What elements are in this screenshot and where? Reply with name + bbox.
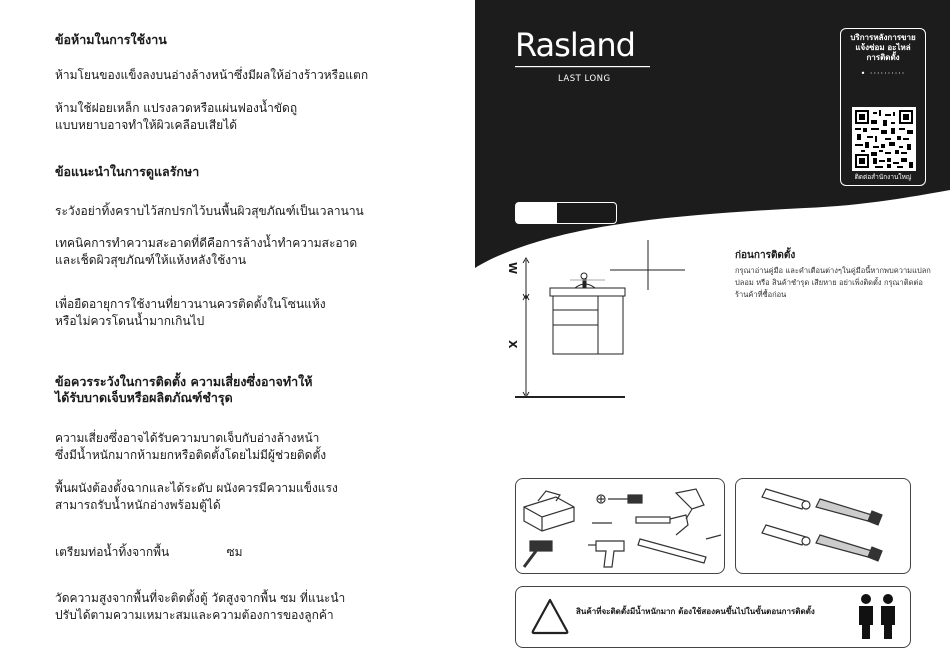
model-label-box: [515, 202, 617, 224]
model-label-dark: [557, 203, 617, 224]
dim-w-label: W: [506, 262, 519, 275]
brand-tagline: LAST LONG: [558, 74, 611, 84]
service-card: [840, 28, 926, 186]
install-text: กรุณาอ่านคู่มือ และคำเตือนต่างๆในคู่มือนี้หากพบความแปลกปลอม หรือ สินค้าชำรุด เสียหาย อย่าเพิ่งติดตั้ง กรุณาติดต่อร้านค้าที่ซื้อก่อน: [735, 266, 931, 299]
warning-text: สินค้าที่จะติดตั้งมีน้ำหนักมาก ต้องใช้สองคนขึ้นไปในขั้นตอนการติดตั้ง: [576, 607, 815, 616]
para: เทคนิคการทำความสะอาดที่ดีคือการล้างน้ำทำความสะอาด และเช็ดผิวสุขภัณฑ์ให้แห้งหลังใช้งาน: [55, 236, 358, 267]
brand-logo: Rasland: [515, 26, 635, 64]
dotted-divider: • ··········: [860, 69, 906, 78]
para: พื้นผนังต้องตั้งฉากและได้ระดับ ผนังควรมีความแข็งแรง สามารถรับน้ำหนักอ่างพร้อมตู้ได้: [55, 481, 338, 512]
logo-underline: [515, 66, 650, 69]
service-footer: ติดต่อสำนักงานใหญ่: [854, 173, 912, 181]
service-title: บริการหลังการขาย แจ้งซ่อม อะไหล่ การติดตั้ง: [850, 33, 916, 62]
para: เพื่อยืดอายุการใช้งานที่ยาวนานควรติดตั้งในโซนแห้ง หรือไม่ควรโดนน้ำมากเกินไป: [55, 297, 326, 328]
wall-anchor-illustration: [736, 479, 912, 575]
para: ระวังอย่าทิ้งคราบไว้สกปรกไว้บนพื้นผิวสุขภัณฑ์เป็นเวลานาน: [55, 204, 364, 218]
para: ความเสี่ยงซึ่งอาจได้รับความบาดเจ็บกับอ่างล้างหน้า ซึ่งมีน้ำหนักมากห้ามยกหรือติดตั้งโดยไม่มีผู้ช่วยติดตั้ง: [55, 431, 327, 462]
para: เตรียมท่อน้ำทิ้งจากพื้น ซม: [55, 545, 243, 559]
para: วัดความสูงจากพื้นที่จะติดตั้งตู้ วัดสูงจากพื้น ซม ที่แนะนำ ปรับได้ตามความเหมาะสมและความต้องการของลูกค้า: [55, 591, 346, 622]
qr-icon: [855, 110, 913, 168]
para: ห้ามโยนของแข็งลงบนอ่างล้างหน้าซึ่งมีผลให้อ่างร้าวหรือแตก: [55, 68, 369, 82]
heading-care: ข้อแนะนำในการดูแลรักษา: [55, 164, 200, 179]
installation-diagram: [515, 240, 695, 405]
heading-prohibitions: ข้อห้ามในการใช้งาน: [55, 32, 167, 47]
warning-box: [515, 586, 911, 648]
anchors-box: [735, 478, 911, 574]
two-persons-icon: [856, 593, 900, 641]
tools-box: [515, 478, 725, 574]
right-page: [475, 0, 950, 672]
para: ห้ามใช้ฝอยเหล็ก แปรงลวดหรือแผ่นฟองน้ำขัดถู แบบหยาบอาจทำให้ผิวเคลือบเสียได้: [55, 101, 298, 132]
install-title: ก่อนการติดตั้ง: [735, 250, 796, 261]
dim-x-label: X: [506, 340, 519, 349]
warning-triangle-icon: [530, 597, 570, 635]
qr-code[interactable]: [852, 107, 916, 171]
heading-install-caution: ข้อควรระวังในการติดตั้ง ความเสี่ยงซึ่งอาจทำให้ ได้รับบาดเจ็บหรือผลิตภัณฑ์ชำรุด: [55, 374, 313, 405]
tools-illustration: [516, 479, 726, 575]
